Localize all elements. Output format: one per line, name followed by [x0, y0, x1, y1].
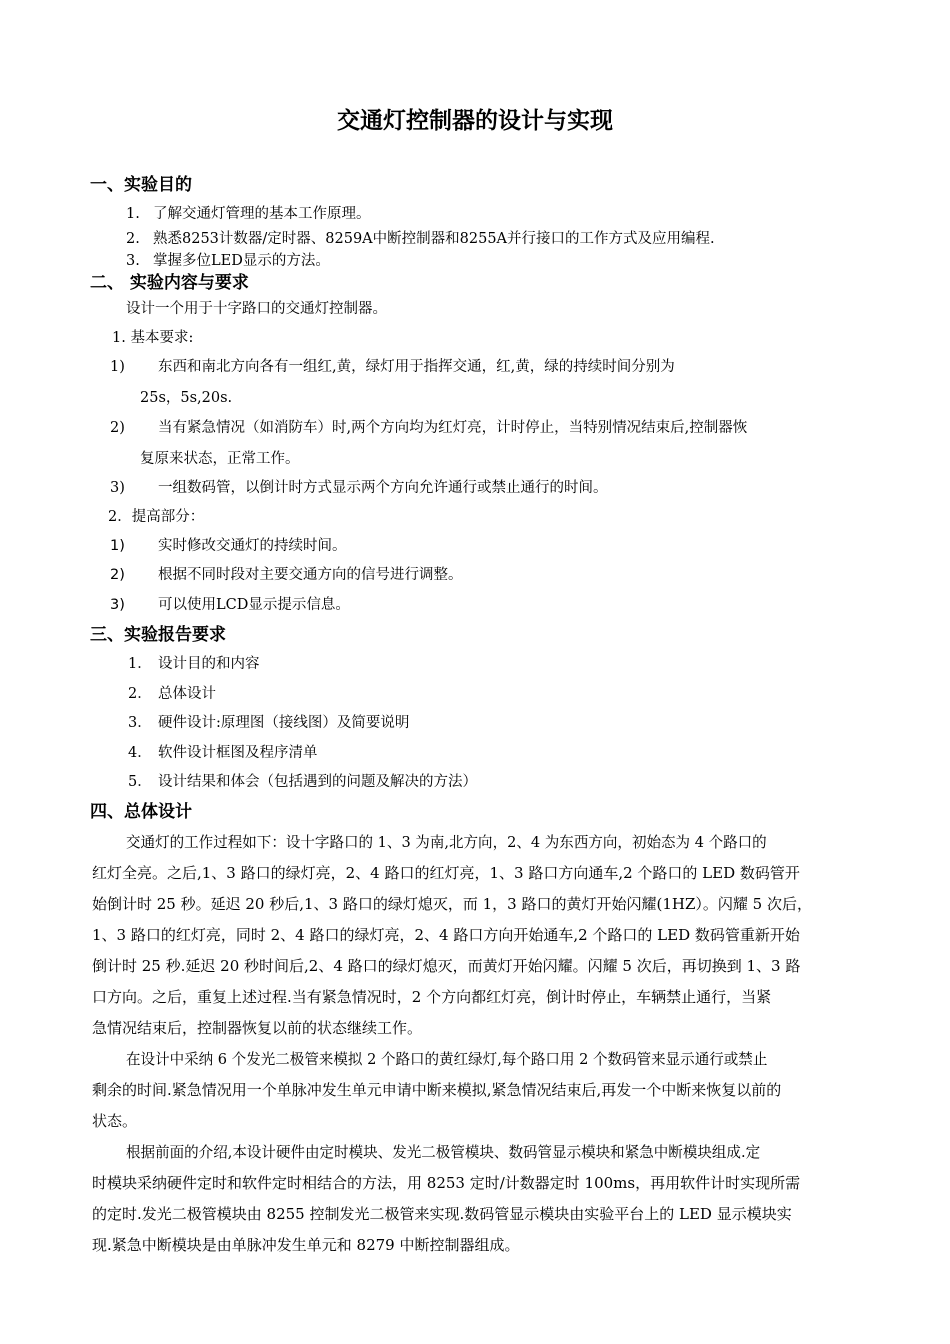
- list-item: 硬件设计:原理图（接线图）及简要说明: [158, 715, 410, 731]
- list-item: 一组数码管，以倒计时方式显示两个方向允许通行或禁止通行的时间。: [158, 480, 608, 496]
- list-number: 1): [110, 359, 125, 375]
- section-heading-purpose: 一、实验目的: [90, 175, 192, 195]
- paragraph-line: 的定时.发光二极管模块由 8255 控制发光二极管来实现.数码管显示模块由实验平台上的 LED 显示模块实: [92, 1205, 792, 1223]
- document-title: 交通灯控制器的设计与实现: [337, 108, 613, 134]
- list-item: 设计目的和内容: [158, 656, 260, 672]
- section-heading-content: 二、 实验内容与要求: [90, 273, 249, 293]
- paragraph-line: 时模块采纳硬件定时和软件定时相结合的方法，用 8253 定时/计数器定时 100ms，再用软件计时实现所需: [92, 1174, 801, 1192]
- paragraph-line: 交通灯的工作过程如下：设十字路口的 1、3 为南,北方向，2、4 为东西方向，初始态为 4 个路口的: [126, 833, 767, 851]
- paragraph-line: 急情况结束后，控制器恢复以前的状态继续工作。: [92, 1019, 423, 1037]
- list-item: 总体设计: [158, 686, 216, 702]
- section-intro: 设计一个用于十字路口的交通灯控制器。: [126, 301, 387, 317]
- paragraph-line: 状态。: [92, 1112, 138, 1130]
- list-item-continuation: 25s，5s,20s.: [140, 390, 233, 406]
- list-item-continuation: 复原来状态，正常工作。: [140, 451, 300, 467]
- list-number: 4．: [128, 745, 152, 761]
- paragraph-line: 在设计中采纳 6 个发光二极管来模拟 2 个路口的黄红绿灯,每个路口用 2 个数码管来显示通行或禁止: [126, 1050, 768, 1068]
- paragraph-line: 现.紧急中断模块是由单脉冲发生单元和 8279 中断控制器组成。: [92, 1236, 520, 1254]
- list-item: 实时修改交通灯的持续时间。: [158, 538, 347, 554]
- list-number: 3.: [126, 253, 140, 269]
- list-item: 根据不同时段对主要交通方向的信号进行调整。: [158, 567, 463, 583]
- list-number: 1.: [126, 206, 140, 222]
- list-number: 1．: [128, 656, 152, 672]
- list-number: 2): [110, 420, 125, 436]
- list-number: 3): [110, 480, 125, 496]
- paragraph-line: 倒计时 25 秒.延迟 20 秒时间后,2、4 路口的绿灯熄灭，而黄灯开始闪耀。闪耀 5 次后，再切换到 1、3 路: [92, 957, 801, 975]
- list-item: 熟悉8253计数器/定时器、8259A中断控制器和8255A并行接口的工作方式及应用编程.: [153, 231, 715, 247]
- paragraph-line: 1、3 路口的红灯亮，同时 2、4 路口的绿灯亮，2、4 路口方向开始通车,2 个路口的 LED 数码管重新开始: [92, 926, 800, 944]
- section-heading-design: 四、总体设计: [90, 802, 192, 822]
- list-item: 东西和南北方向各有一组红,黄，绿灯用于指挥交通，红,黄，绿的持续时间分别为: [158, 359, 675, 375]
- list-number: 2.: [126, 231, 140, 247]
- paragraph-line: 剩余的时间.紧急情况用一个单脉冲发生单元申请中断来模拟,紧急情况结束后,再发一个中断来恢复以前的: [92, 1081, 782, 1099]
- paragraph-line: 根据前面的介绍,本设计硬件由定时模块、发光二极管模块、数码管显示模块和紧急中断模块组成.定: [126, 1143, 761, 1161]
- paragraph-line: 红灯全亮。之后,1、3 路口的绿灯亮，2、4 路口的红灯亮，1、3 路口方向通车,2 个路口的 LED 数码管开: [92, 864, 800, 882]
- section-heading-report: 三、实验报告要求: [90, 625, 226, 645]
- list-number: 2): [110, 567, 125, 583]
- list-item: 掌握多位LED显示的方法。: [153, 253, 330, 269]
- subsection-title-advanced: 2．提高部分：: [108, 509, 205, 525]
- list-number: 3．: [128, 715, 152, 731]
- list-item: 软件设计框图及程序清单: [158, 745, 318, 761]
- list-number: 5．: [128, 774, 152, 790]
- list-number: 1): [110, 538, 125, 554]
- list-item: 了解交通灯管理的基本工作原理。: [153, 206, 371, 222]
- list-item: 设计结果和体会（包括遇到的问题及解决的方法）: [158, 774, 477, 790]
- subsection-title-basic: 1. 基本要求:: [112, 330, 194, 346]
- paragraph-line: 口方向。之后，重复上述过程.当有紧急情况时，2 个方向都红灯亮，倒计时停止，车辆禁止通行，当紧: [92, 988, 772, 1006]
- list-item: 可以使用LCD显示提示信息。: [158, 597, 350, 613]
- list-item: 当有紧急情况（如消防车）时,两个方向均为红灯亮，计时停止，当特别情况结束后,控制器恢: [158, 420, 748, 436]
- list-number: 3): [110, 597, 125, 613]
- list-number: 2．: [128, 686, 152, 702]
- paragraph-line: 始倒计时 25 秒。延迟 20 秒后,1、3 路口的绿灯熄灭，而 1，3 路口的黄灯开始闪耀(1HZ）。闪耀 5 次后，: [92, 895, 812, 913]
